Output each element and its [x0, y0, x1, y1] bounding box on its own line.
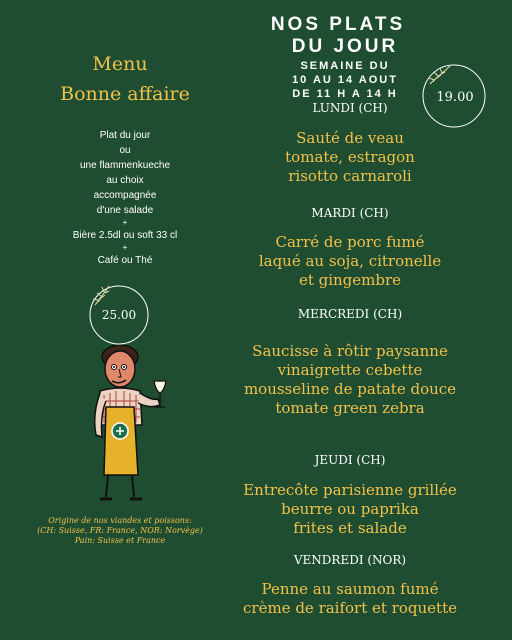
menu-line: accompagnée	[93, 190, 157, 201]
dish-line: mousseline de patate douce	[243, 380, 457, 398]
menu-line: au choix	[106, 175, 144, 186]
week-label: SEMAINE DU	[300, 60, 390, 72]
dish-thursday	[230, 481, 470, 538]
menu-title: Menu	[92, 53, 148, 75]
day-monday: LUNDI (CH)	[312, 101, 388, 115]
dish-line: laqué au soja, citronelle	[258, 252, 442, 270]
menu-line: d'une salade	[96, 205, 154, 216]
menu-subtitle: Bonne affaire	[60, 83, 190, 105]
dish-line: beurre ou paprika	[281, 500, 419, 518]
header-title-line2: DU JOUR	[291, 36, 399, 57]
dish-line: Penne au saumon fumé	[261, 580, 439, 598]
dish-tuesday	[230, 233, 470, 290]
menu-line: ou	[119, 145, 131, 156]
day-wednesday: MERCREDI (CH)	[297, 307, 403, 321]
origin-line: (CH: Suisse, FR: France, NOR: Norvège)	[37, 526, 203, 535]
origin-line: Pain: Suisse et France	[74, 536, 166, 545]
menu-line: +	[122, 218, 128, 227]
week-dates: 10 AU 14 AOUT	[292, 74, 398, 86]
dish-line: Entrecôte parisienne grillée	[243, 481, 457, 499]
dish-line: tomate, estragon	[285, 148, 415, 166]
origin-note	[30, 516, 210, 546]
dish-line: crème de raifort et roquette	[243, 599, 457, 617]
day-tuesday: MARDI (CH)	[311, 206, 389, 220]
service-hours: DE 11 H A 14 H	[292, 88, 398, 100]
day-friday: VENDREDI (NOR)	[293, 553, 407, 567]
dish-line: tomate green zebra	[275, 399, 425, 417]
menu-line: une flammenkueche	[79, 160, 171, 171]
menu-line: Plat du jour	[99, 130, 151, 141]
dish-friday	[230, 580, 470, 618]
dish-line: Sauté de veau	[296, 129, 404, 147]
origin-line: Origine de nos viandes et poissons:	[48, 516, 192, 525]
dish-line: frites et salade	[293, 519, 407, 537]
menu-line: +	[122, 243, 128, 252]
dish-monday	[230, 129, 470, 186]
dish-wednesday	[230, 342, 470, 418]
header-title-line1: NOS PLATS	[270, 14, 406, 35]
menu-line: Bière 2.5dl ou soft 33 cl	[72, 230, 178, 241]
day-thursday: JEUDI (CH)	[314, 453, 386, 467]
menu-description	[30, 128, 220, 268]
dish-line: Carré de porc fumé	[275, 233, 425, 251]
chef-illustration	[92, 345, 182, 505]
dish-line: risotto carnaroli	[288, 167, 412, 185]
menu-line: Café ou Thé	[97, 255, 153, 266]
menu-price: 25.00	[101, 308, 137, 322]
daily-price: 19.00	[436, 89, 474, 105]
dish-line: Saucisse à rôtir paysanne	[252, 342, 448, 360]
dish-line: vinaigrette cebette	[277, 361, 423, 379]
dish-line: et gingembre	[298, 271, 402, 289]
